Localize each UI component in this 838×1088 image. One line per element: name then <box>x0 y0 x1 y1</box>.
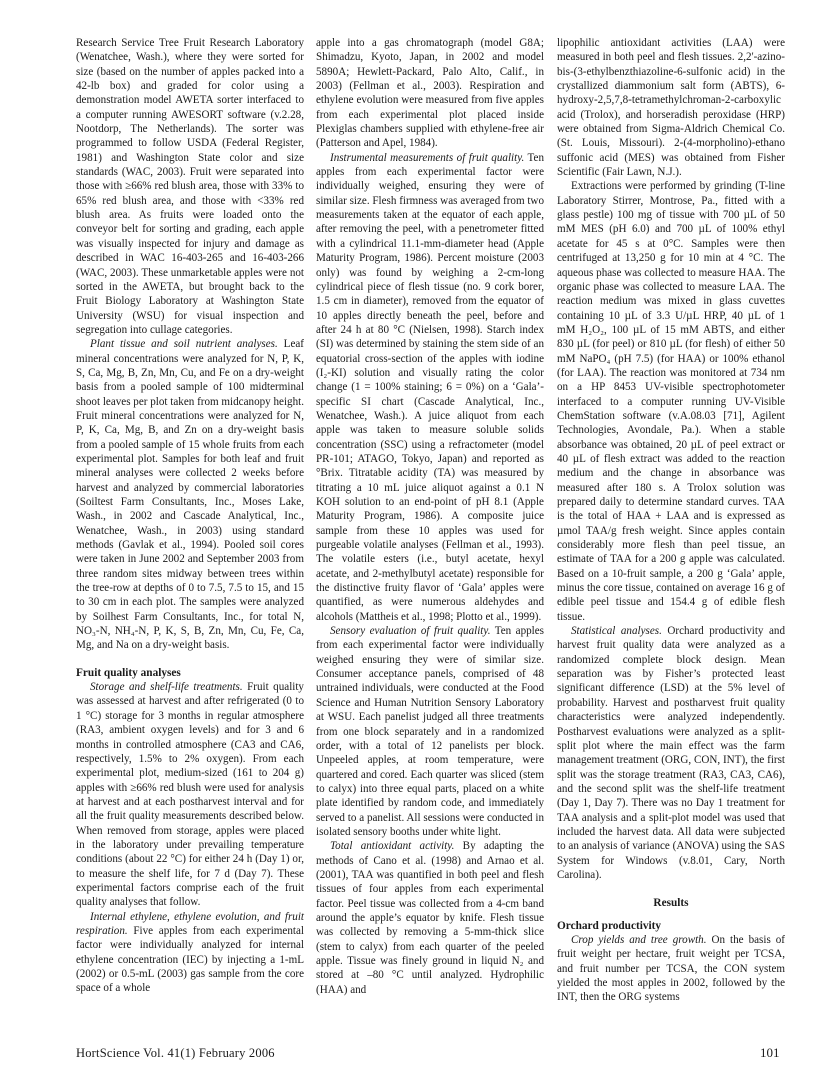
paragraph <box>316 151 544 624</box>
paragraph-body: On the basis of fruit weight per hectare, fruit weight per TCSA, and fruit number per TCSA, the CON system yielded the most apples in 2002, followed by the INT, then the ORG systems <box>557 933 785 1004</box>
paragraph <box>557 933 785 1005</box>
paragraph-body: Fruit quality was assessed at harvest and after refrigerated (0 to 1 °C) storage for 3 months in regular atmosphere (RA3, ambient oxygen levels) and for 3 and 6 months in controlled atmosphere (CA3 and CA6, respectively, 1.5% to 2% oxygen). From each experimental plot, medium-sized (161 to 204 g) apples with ≥66% red blush were used for analysis at harvest and at each postharvest interval and for all the fruit quality measurements described below. When removed from storage, apples were placed in the laboratory under prevailing temperature conditions (about 22 °C) for either 24 h (Day 1) or, to measure the shelf life, for 7 d (Day 7). These experimental factors comprise each of the fruit quality analyses that follow. <box>76 681 304 909</box>
paragraph: Research Service Tree Fruit Research Laboratory (Wenatchee, Wash.), where they were sorted for size (based on the number of apples packed into a 42-lb box) and graded for color using a demonstration model AWETA sorter interfaced to a computer running AWESORT software (v.2.28, Nootdorp, The Netherlands). The sorter was programmed to follow USDA (Federal Register, 1981) and Washington State color and size standards (WAC, 2003). Fruit were separated into those with ≥66% red blush area, those with 33% to 65% red blush area, and those with <33% red blush area. As fruits were loaded onto the conveyor belt for sorting and grading, each apple was visually inspected for injury and damage as described in WAC 16-403-265 and 16-403-266 (WAC, 2003). These unmarketable apples were not sorted in the AWETA, but brought back to the Fruit Biology Laboratory at Washington State University (WSU) for visual inspection and segregation into cullage categories. <box>76 37 304 336</box>
paragraph-lead: Statistical analyses. <box>571 625 662 638</box>
paragraph <box>316 624 544 839</box>
text-column-2 <box>316 36 544 997</box>
paragraph-lead: Storage and shelf-life treatments. <box>90 681 243 694</box>
paragraph-body: Ten apples from each experimental factor were individually weighed ensuring they were of similar size. Consumer acceptance panels, comprised of 48 untrained individuals, were conducted at the Food Science and Human Nutrition Sensory Laboratory at WSU. Each panelist judged all three treatments from one block separately and in a randomized order, with a total of 12 panelists per block. Unpeeled apples, at room temperature, were quartered and cored. Each quarter was sliced (stem to calyx) into three equal parts, placed on a white plate identified by random code, and immediately served to a panelist. All sessions were conducted in isolated sensory booths under white light. <box>316 625 544 838</box>
paragraph-body: Orchard productivity and harvest fruit quality data were analyzed as a randomized complete block design. Mean separation was by Fisher’s protected least significant difference (LSD) at the 5% level of probability. Harvest and postharvest fruit quality characteristics were analyzed independently. Postharvest evaluations were analyzed as a split-split plot where the main effect was the farm management treatment (ORG, CON, INT), the first split was the storage treatment (RA3, CA3, CA6), and the second split was the shelf-life treatment (Day 1, Day 7). There was no Day 1 treatment for TAA analysis and a split-plot model was used that included the harvest data. All data were subjected to an analysis of variance (ANOVA) using the SAS System for Windows (v.8.01, Cary, North Carolina). <box>557 625 785 881</box>
text-column-1 <box>76 36 304 996</box>
paragraph-body: Leaf mineral concentrations were analyzed for N, P, K, S, Ca, Mg, B, Zn, Mn, Cu, and Fe on a dry-weight basis from a pooled sample of 100 midterminal shoot leaves per plot taken from midcanopy height. Fruit mineral concentrations were analyzed for N, P, K, Ca, Mg, B, and Zn on a dry-weight basis from a pooled sample of 15 whole fruits from each experimental plot. Samples for both leaf and fruit mineral analyses were collected 2 weeks before harvest and analyzed by commercial laboratories (Soiltest Farm Consultants, Inc., Moses Lake, Wash., in 2002 and Cascade Analytical, Inc., Wenatchee, Wash., in 2003) using standard methods (Gavlak et al., 1994). Pooled soil cores were taken in June 2002 and September 2003 from three random sites midway between trees within the tree-row at depths of 0 to 7.5, 7.5 to 15, and 15 to 30 cm in each plot. The samples were analyzed by Soilhest Farm Consultants, Inc., for total N, NO₃-N, NH₄-N, P, K, S, B, Zn, Mn, Cu, Fe, Ca, Mg, and Na on a dry-weight basis. <box>76 338 305 652</box>
paragraph: apple into a gas chromatograph (model G8A; Shimadzu, Kyoto, Japan, in 2002 and model 5890A; Hewlett-Packard, Palo Alto, Calif., in 2003) (Fellman et al., 2003). Respiration and ethylene evolution were measured from five apples from each experimental plot placed inside Plexiglas chambers supplied with ethylene-free air (Patterson and Apel, 1984). <box>316 37 544 150</box>
paragraph-body: Five apples from each experimental factor were individually analyzed for internal ethylene concentration (IEC) by injecting a 1-mL (2002) or 0.5-mL (2003) gas sample from the core space of a whole <box>76 924 304 995</box>
journal-footer: HortScience Vol. 41(1) February 2006 <box>76 1046 275 1060</box>
paragraph-lead: Crop yields and tree growth. <box>571 933 707 946</box>
section-heading: Orchard productivity <box>557 919 662 932</box>
paragraph <box>557 624 785 882</box>
section-title: Results <box>653 897 689 910</box>
paragraph-body: By adapting the methods of Cano et al. (1998) and Arnao et al. (2001), TAA was quantified in both peel and flesh tissues of four apples from each experimental factor. Peel tissue was collected from a 4-cm band around the apple’s equator by knife. Flesh tissue was collected by removing a 5-mm-thick slice (stem to calyx) from each quarter of the peeled apple. Tissue was finely ground in liquid N₂ and stored at –80 °C until analyzed. Hydrophilic (HAA) and <box>316 840 544 996</box>
text-column-3 <box>557 36 785 1005</box>
paragraph <box>76 680 304 910</box>
paragraph <box>316 839 544 997</box>
section-heading: Fruit quality analyses <box>76 666 181 679</box>
paragraph-lead: Plant tissue and soil nutrient analyses. <box>90 338 278 351</box>
paragraph <box>76 337 304 653</box>
paragraph: lipophilic antioxidant activities (LAA) were measured in both peel and flesh tissues. 2,2'-azino-bis-(3-ethylbenzthiazoline-6-sulfonic acid) in the crystallized diammonium salt form (ABTS), 6-hydroxy-2,5,7,8-tetramethylchroman-2-carboxylic acid (Trolox), and horseradish peroxidase (HRP) were obtained from Sigma-Aldrich Chemical Co. (St. Louis, Missouri). 2-(4-morpholino)-ethano suffonic acid (MES) was obtained from Fisher Scientific (Fair Lawn, N.J.). <box>557 37 785 179</box>
paragraph-lead: Sensory evaluation of fruit quality. <box>330 625 491 638</box>
paragraph-lead: Instrumental measurements of fruit quality. <box>330 151 525 164</box>
paragraph <box>76 910 304 996</box>
paragraph-lead: Total antioxidant activity. <box>330 840 455 853</box>
paragraph-lead: Internal ethylene, ethylene evolution, and fruit respiration. <box>76 910 304 937</box>
page-number: 101 <box>760 1045 780 1060</box>
paragraph-body: Ten apples from each experimental factor were individually weighed, ensuring they were of similar size. Flesh firmness was averaged from two measurements taken at the equator of each apple, after removing the peel, with a penetrometer fitted with a cylindrical 11.1-mm-diameter head (Apple Maturity Program, 1986). Percent moisture (2003 only) was found by weighing a 2-cm-long cylindrical piece of flesh tissue (no. 9 cork borer, 1.5 cm in diameter), removed from the equator of 10 apples directly beneath the peel, before and after 24 h at 80 °C (Nielsen, 1998). Starch index (SI) was determined by staining the stem side of an equatorial cross-section of the apples with iodine (I₂-KI) solution and visually rating the color change (1 = 100% staining; 6 = 0%) on a ‘Gala’-specific SI chart (Cascade Analytical, Inc., Wenatchee, Wash.). A juice aliquot from each apple was taken to measure soluble solids concentration (SSC) using a refractometer (model PR-101; ATAGO, Tokyo, Japan) and reported as °Brix. Titratable acidity (TA) was measured by titrating a 10 mL juice aliquot against a 0.1 N KOH solution to an end-point of pH 8.1 (Apple Maturity Program, 1986). A composite juice sample from these 10 apples was used for purgeable volatile analyses (Fellman et al., 1993). The volatile esters (i.e., butyl acetate, hexyl acetate, and 2-methylbutyl acetate) responsible for the distinctive fruity flavor of ‘Gala’ apples were quantified, as were numerous aldehydes and alcohols (Mattheis et al., 1998; Plotto et al., 1999). <box>316 151 545 623</box>
paragraph: Extractions were performed by grinding (T-line Laboratory Stirrer, Montrose, Pa., fitted with a glass pestle) 100 mg of tissue with 700 µL of 50 mM MES (pH 6.0) and 700 µL of 100% ethyl acetate for 45 s at 0°C. Samples were then centrifuged at 13,250 g for 10 min at 4 °C. The aqueous phase was collected to measure HAA. The organic phase was collected to measure LAA. The reaction medium was mixed in glass cuvettes containing 10 µL of 3.3 U/µL HRP, 40 µL of 1 mM H₂O₂, 100 µL of 15 mM ABTS, and either 830 µL (for peel) or 810 µL (for flesh) of either 50 mM NaPO₄ (pH 7.5) (for HAA) or 100% ethanol (for LAA). The reaction was monitored at 734 nm on a HP 8453 UV-visible spectrophotometer interfaced to a computer running UV-Visible ChemStation software (v.A.08.03 [71], Agilent Technologies, Avondale, Pa.). When a stable absorbance was obtained, 20 µL of peel extract or 40 µL of flesh extract was added to the reaction medium and the change in absorbance was measured after 180 s. A Trolox solution was prepared daily to determine standard curves. TAA is the total of HAA + LAA and is expressed as µmol TAA/g fresh weight. Since apples contain considerably more flesh than peel tissue, an estimate of TAA for a 200 g apple was calculated. Based on a 10-fruit sample, a 200 g ‘Gala’ apple, minus the core tissue, contained on average 16 g of edible peel tissue and 154.4 g of edible flesh tissue. <box>557 180 785 623</box>
